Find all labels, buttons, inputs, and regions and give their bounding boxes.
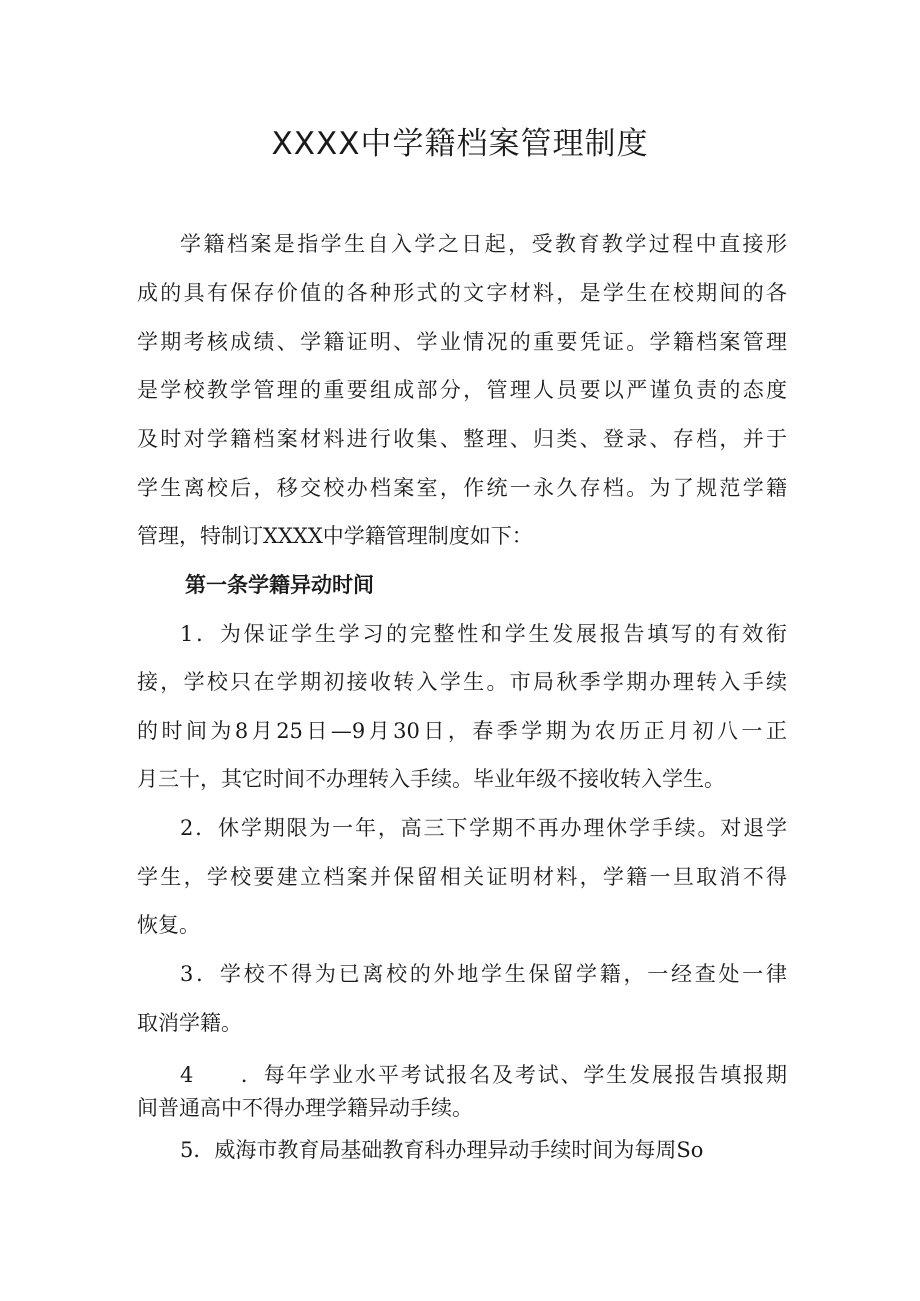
item-1-line-3: 的时间为8月25日—9月30日，春季学期为农历正月初八一正 xyxy=(137,719,787,743)
document-title: XXXX中学籍档案管理制度 xyxy=(271,126,649,162)
intro-line-4: 是学校教学管理的重要组成部分，管理人员要以严谨负责的态度 xyxy=(137,378,787,402)
intro-line-6: 学生离校后，移交校办档案室，作统一永久存档。为了规范学籍 xyxy=(137,476,787,500)
intro-line-5: 及时对学籍档案材料进行收集、整理、归类、登录、存档，并于 xyxy=(137,427,787,451)
item-2-line-3: 恢复。 xyxy=(137,913,200,937)
intro-line-1: 学籍档案是指学生自入学之日起，受教育教学过程中直接形 xyxy=(180,232,787,256)
intro-line-3: 学期考核成绩、学籍证明、学业情况的重要凭证。学籍档案管理 xyxy=(137,330,787,354)
item-2-line-1: 2．休学期限为一年，高三下学期不再办理休学手续。对退学 xyxy=(180,816,787,840)
intro-line-2: 成的具有保存价值的各种形式的文字材料，是学生在校期间的各 xyxy=(137,281,787,305)
item-3-line-1: 3．学校不得为已离校的外地学生保留学籍，一经查处一律 xyxy=(180,962,787,986)
item-5-line-1: 5．威海市教育局基础教育科办理异动手续时间为每周So xyxy=(180,1138,704,1162)
item-1-line-2: 接，学校只在学期初接收转入学生。市局秋季学期办理转入手续 xyxy=(137,670,787,694)
item-4-line-2: 间普通高中不得办理学籍异动手续。 xyxy=(137,1096,473,1120)
item-1-line-1: 1．为保证学生学习的完整性和学生发展报告填写的有效衔 xyxy=(180,622,787,646)
article-1-heading: 第一条学籍异动时间 xyxy=(185,573,374,597)
item-4-line-1: 4 ．每年学业水平考试报名及考试、学生发展报告填报期 xyxy=(180,1063,787,1087)
item-2-line-2: 学生，学校要建立档案并保留相关证明材料，学籍一旦取消不得 xyxy=(137,865,787,889)
intro-line-7: 管理，特制订XXXX中学籍管理制度如下： xyxy=(137,524,533,548)
item-3-line-2: 取消学籍。 xyxy=(137,1011,242,1035)
item-1-line-4: 月三十，其它时间不办理转入手续。毕业年级不接收转入学生。 xyxy=(137,767,725,791)
